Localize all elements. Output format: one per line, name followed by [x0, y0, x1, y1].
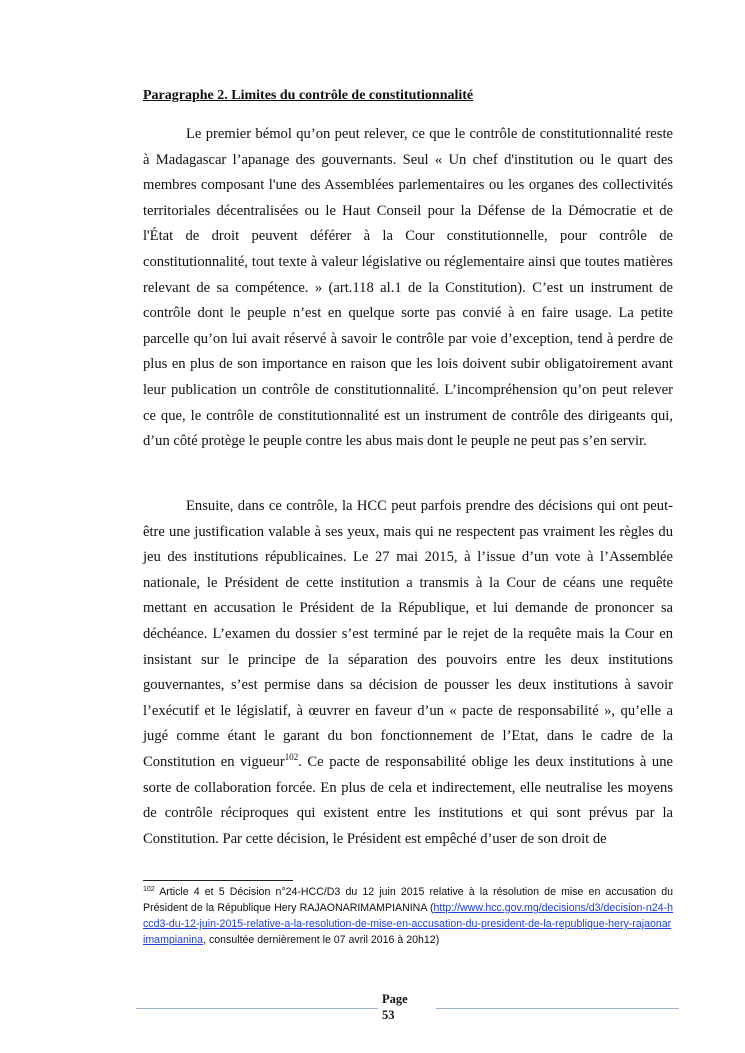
footer-line-right	[436, 1008, 679, 1009]
footnote-link[interactable]: http://www.hcc.gov.mg/decisions/d3/decision-n24-hccd3-du-12-juin-2015-relative-a-la-resolution-de-mise-en-accusation-du-president-de-la-republique-hery-rajaonarimampianina	[143, 902, 673, 946]
footnote-text-before: Article 4 et 5 Décision n°24-HCC/D3 du 12 juin 2015 relative à la résolution de mise en accusation du Président de la République Hery RAJAONARIMAMPIANINA (	[143, 886, 673, 914]
footnote-text-after: , consultée dernièrement le 07 avril 2016 à 20h12)	[203, 934, 440, 946]
paragraph-2	[143, 494, 673, 852]
footnote	[143, 884, 673, 948]
page-number-label	[382, 991, 422, 1023]
paragraph-2-text	[143, 494, 673, 852]
footnote-separator	[143, 880, 293, 881]
footer-line-left	[136, 1008, 378, 1009]
page-number: 53	[382, 1008, 395, 1022]
footnote-reference[interactable]: 102	[284, 751, 299, 762]
paragraph-2-text-part1: Ensuite, dans ce contrôle, la HCC peut parfois prendre des décisions qui ont peut-être une justification valable à ses yeux, mais qui ne respectent pas vraiment les règles du jeu des institutions républicaines. Le 27 mai 2015, à l’issue d’un vote à l’Assemblée nationale, le Président de cette institution a transmis à la Cour de céans une requête mettant en accusation le Président de la République, et lui demande de prononcer sa déchéance. L’examen du dossier s’est terminé par le rejet de la requête mais la Cour en insistant sur le principe de la séparation des pouvoirs entre les deux institutions gouvernantes, s’est permise dans sa décision de pousser les deux institutions à savoir l’exécutif et le législatif, à œuvrer en faveur d’un « pacte de responsabilité », qu’elle a jugé comme étant le garant du bon fonctionnement de l’Etat, dans le cadre de la Constitution en vigueur	[143, 498, 673, 770]
footnote-number: 102	[143, 886, 155, 893]
paragraph-2-text-part2: . Ce pacte de responsabilité oblige les deux institutions à une sorte de collaboration forcée. En plus de cela et indirectement, elle neutralise les moyens de contrôle réciproques qui existent entre les institutions et qui sont prévus par la Constitution. Par cette décision, le Président est empêché d’user de son droit de	[143, 753, 673, 847]
paragraph-1-text: Le premier bémol qu’on peut relever, ce que le contrôle de constitutionnalité reste à Madagascar l’apanage des gouvernants. Seul « Un chef d'institution ou le quart des membres composant l'une des Assemblées parlementaires ou les organes des collectivités territoriales décentralisées ou le Haut Conseil pour la Défense de la Démocratie et de l'État de droit peuvent déférer à la Cour constitutionnelle, pour contrôle de constitutionnalité, tout texte à valeur législative ou réglementaire ainsi que toutes matières relevant de sa compétence. » (art.118 al.1 de la Constitution). C’est un instrument de contrôle dont le peuple n’est en quelque sorte pas convié à en faire usage. La petite parcelle qu’on lui avait réservé à savoir le contrôle par voie d’exception, tend à perdre de plus en plus de son importance en raison que les lois doivent subir obligatoirement avant leur publication un contrôle de constitutionnalité. L’incompréhension qu’on peut relever ce que, le contrôle de constitutionnalité est un instrument de contrôle des dirigeants qui, d’un côté protège le peuple contre les abus mais dont le peuple ne peut pas s’en servir.	[143, 126, 673, 450]
section-heading: Paragraphe 2. Limites du contrôle de constitutionnalité	[143, 88, 474, 103]
page-label-text: Page	[382, 992, 408, 1006]
paragraph-1	[143, 122, 673, 455]
